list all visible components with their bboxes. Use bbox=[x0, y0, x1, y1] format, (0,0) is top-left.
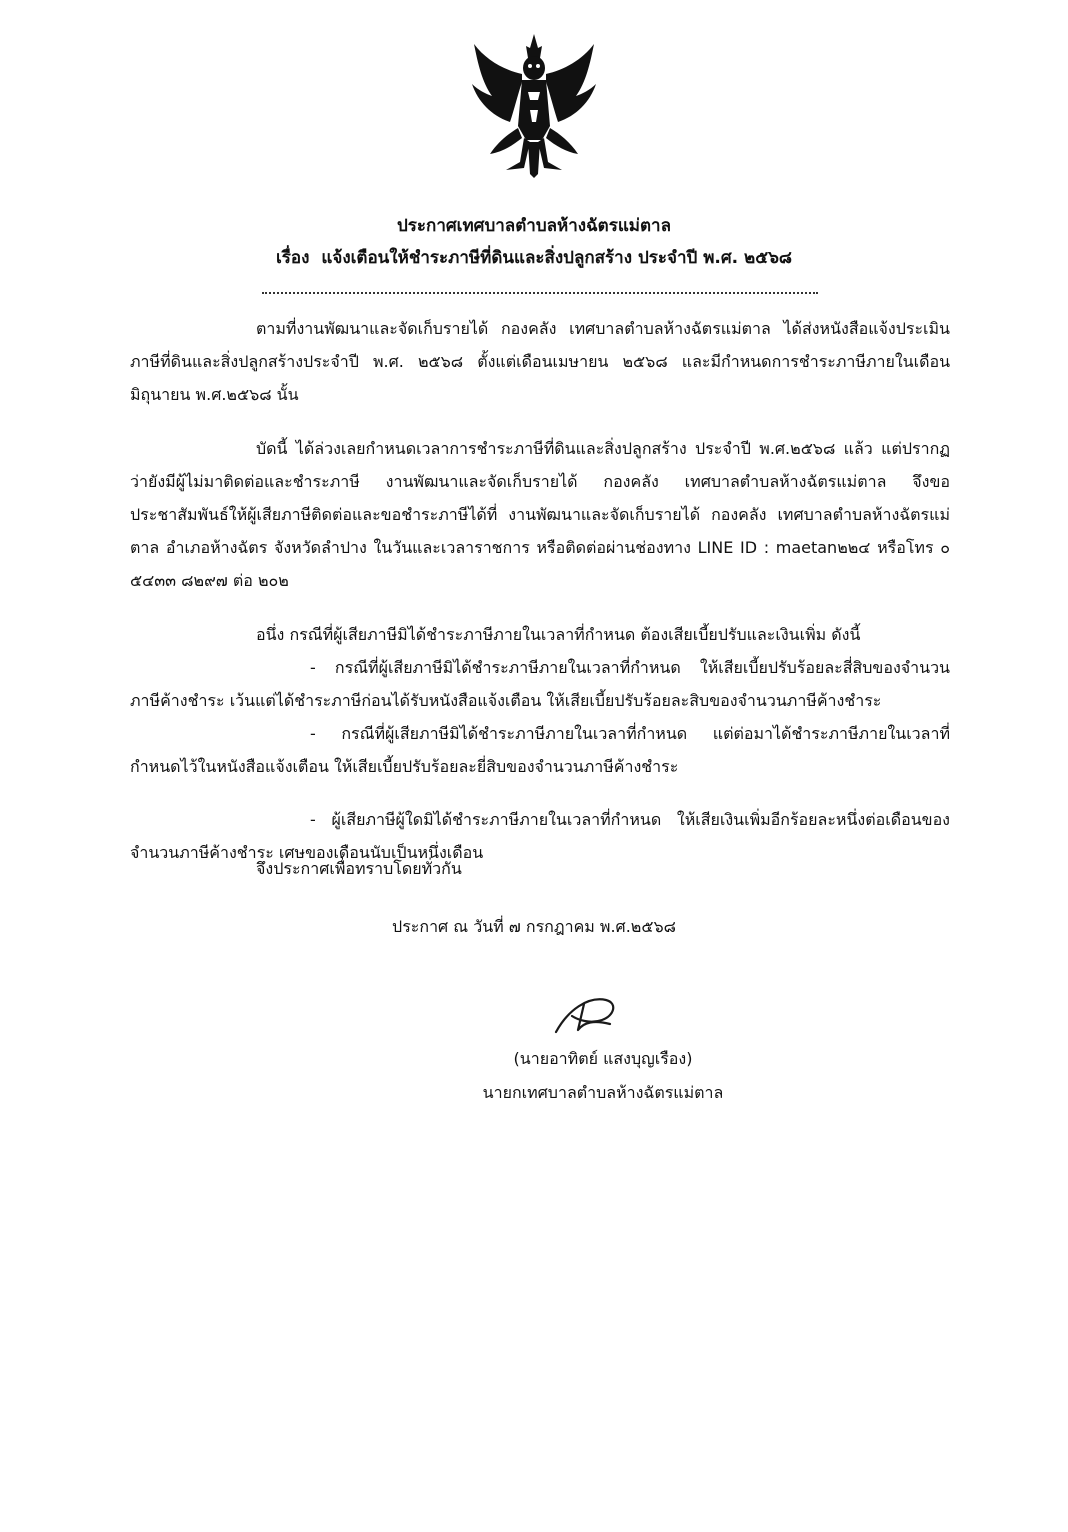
paragraph-notice: บัดนี้ ได้ล่วงเลยกำหนดเวลาการชำระภาษีที่ดินและสิ่งปลูกสร้าง ประจำปี พ.ศ.๒๕๖๘ แล้ว แต่ปรากฏว่ายังมีผู้ไม่มาติดต่อและชำระภาษี งานพัฒนาและจัดเก็บรายได้ กองคลัง เทศบาลตำบลห้างฉัตรแม่ตาล จึงขอประชาสัมพันธ์ให้ผู้เสียภาษีติดต่อและขอชำระภาษีได้ที่ งานพัฒนาและจัดเก็บรายได้ กองคลัง เทศบาลตำบลห้างฉัตรแม่ตาล อำเภอห้างฉัตร จังหวัดลำปาง ในวันและเวลาราชการ หรือติดต่อผ่านช่องทาง LINE ID : maetan๒๒๔ หรือโทร ๐ ๕๔๓๓ ๘๒๙๗ ต่อ ๒๐๒ bbox=[130, 439, 950, 590]
closing-statement: จึงประกาศเพื่อทราบโดยทั่วกัน bbox=[256, 859, 462, 878]
penalty-item-twenty-percent: - กรณีที่ผู้เสียภาษีมิได้ชำระภาษีภายในเวลาที่กำหนด แต่ต่อมาได้ชำระภาษีภายในเวลาที่กำหนดไว้ในหนังสือแจ้งเตือน ให้เสียเบี้ยปรับร้อยละยี่สิบของจำนวนภาษีค้างชำระ bbox=[130, 724, 950, 776]
paragraph-background: ตามที่งานพัฒนาและจัดเก็บรายได้ กองคลัง เทศบาลตำบลห้างฉัตรแม่ตาล ได้ส่งหนังสือแจ้งประเมินภาษีที่ดินและสิ่งปลูกสร้างประจำปี พ.ศ. ๒๕๖๘ ตั้งแต่เดือนเมษายน ๒๕๖๘ และมีกำหนดการชำระภาษีภายในเดือนมิถุนายน พ.ศ.๒๕๖๘ นั้น bbox=[130, 319, 951, 404]
paragraph-penalty-intro: อนึ่ง กรณีที่ผู้เสียภาษีมิได้ชำระภาษีภายในเวลาที่กำหนด ต้องเสียเบี้ยปรับและเงินเพิ่ม ดังนี้ bbox=[256, 625, 861, 644]
announcement-subject-line bbox=[276, 242, 792, 274]
signatory-position: นายกเทศบาลตำบลห้างฉัตรแม่ตาล bbox=[482, 1083, 724, 1102]
garuda-emblem-icon bbox=[464, 30, 604, 180]
dotted-divider bbox=[262, 292, 818, 294]
announcement-body bbox=[130, 312, 950, 869]
handwritten-signature bbox=[548, 990, 628, 1040]
signatory-name: (นายอาทิตย์ แสงบุญเรือง) bbox=[513, 1049, 693, 1068]
penalty-item-surcharge: - ผู้เสียภาษีผู้ใดมิได้ชำระภาษีภายในเวลาที่กำหนด ให้เสียเงินเพิ่มอีกร้อยละหนึ่งต่อเดือนของจำนวนภาษีค้างชำระ เศษของเดือนนับเป็นหนึ่งเดือน bbox=[130, 810, 950, 862]
subject-label: เรื่อง bbox=[275, 248, 310, 268]
subject-text: แจ้งเตือนให้ชำระภาษีที่ดินและสิ่งปลูกสร้าง ประจำปี พ.ศ. ๒๕๖๘ bbox=[321, 248, 793, 268]
announcement-date: ประกาศ ณ วันที่ ๗ กรกฎาคม พ.ศ.๒๕๖๘ bbox=[392, 917, 676, 936]
announcement-title: ประกาศเทศบาลตำบลห้างฉัตรแม่ตาล bbox=[396, 216, 671, 236]
announcement-header bbox=[0, 210, 1068, 274]
penalty-item-forty-percent: - กรณีที่ผู้เสียภาษีมิได้ชำระภาษีภายในเวลาที่กำหนด ให้เสียเบี้ยปรับร้อยละสี่สิบของจำนวนภาษีค้างชำระ เว้นแต่ได้ชำระภาษีก่อนได้รับหนังสือแจ้งเตือน ให้เสียเบี้ยปรับร้อยละสิบของจำนวนภาษีค้างชำระ bbox=[130, 658, 950, 710]
